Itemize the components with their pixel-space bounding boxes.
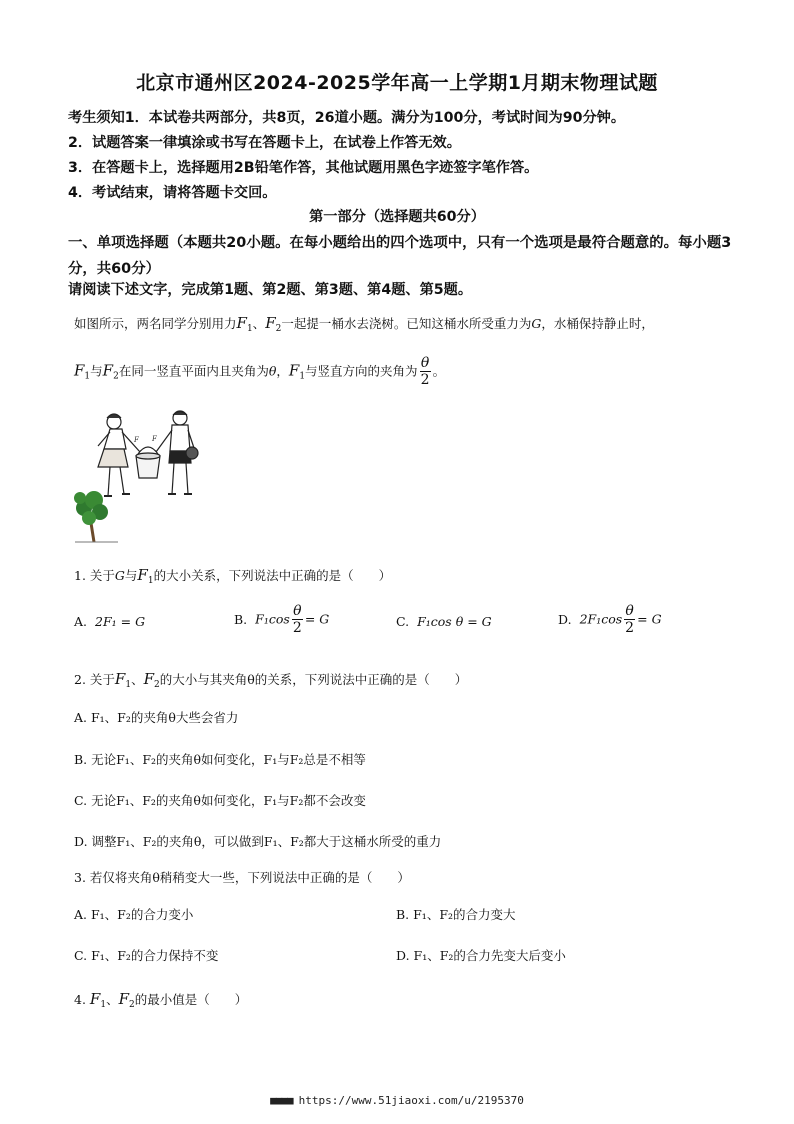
question-3-option-a[interactable]: A. F₁、F₂的合力变小 xyxy=(74,907,194,922)
question-1-option-a[interactable]: A. 2F₁ = G xyxy=(74,614,146,629)
question-2-option-b[interactable]: B. 无论F₁、F₂的夹角θ如何变化，F₁与F₂总是不相等 xyxy=(74,752,366,767)
svg-text:F: F xyxy=(134,436,139,444)
question-3-option-d[interactable]: D. F₁、F₂的合力先变大后变小 xyxy=(396,948,566,963)
reading-instruction: 请阅读下述文字，完成第1题、第2题、第3题、第4题、第5题。 xyxy=(68,282,473,298)
notice-line-2: 2．试题答案一律填涂或书写在答题卡上，在试卷上作答无效。 xyxy=(68,135,461,151)
question-2-option-a[interactable]: A. F₁、F₂的夹角θ大些会省力 xyxy=(74,710,239,725)
notice-line-4: 4．考试结束，请将答题卡交回。 xyxy=(68,185,277,201)
bucket-icon xyxy=(136,447,160,478)
section-heading: 一、单项选择题（本题共20小题。在每小题给出的四个选项中，只有一个选项是最符合题意的。每小题3分，共60分） xyxy=(68,235,732,277)
girl-figure-icon xyxy=(98,414,140,496)
question-3-option-c[interactable]: C. F₁、F₂的合力保持不变 xyxy=(74,948,219,963)
question-1-option-d[interactable]: D. 2F₁cos $\frac{\theta}{2}$ = G xyxy=(558,603,662,636)
tree-icon xyxy=(74,491,118,542)
svg-text:F: F xyxy=(152,435,157,443)
students-carrying-bucket-illustration xyxy=(70,408,200,546)
question-1-option-c[interactable]: C. F₁cos θ = G xyxy=(396,614,492,629)
notice-line-3: 3．在答题卡上，选择题用2B铅笔作答，其他试题用黑色字迹签字笔作答。 xyxy=(68,160,539,176)
boy-figure-icon xyxy=(156,411,198,494)
question-1-stem: 1. 关于G与$F_1$的大小关系，下列说法中正确的是（ ） xyxy=(74,566,392,586)
question-2-option-d[interactable]: D. 调整F₁、F₂的夹角θ，可以做到F₁、F₂都大于这桶水所受的重力 xyxy=(74,834,442,849)
page-title: 北京市通州区2024-2025学年高一上学期1月期末物理试题 xyxy=(136,72,658,94)
question-2-option-c[interactable]: C. 无论F₁、F₂的夹角θ如何变化，F₁与F₂都不会改变 xyxy=(74,793,366,808)
notice-line-1: 考生须知1．本试卷共两部分，共8页，26道小题。满分为100分，考试时间为90分钟。 xyxy=(68,110,626,126)
part-one-title: 第一部分（选择题共60分） xyxy=(309,209,485,225)
question-1-option-b[interactable]: B. F₁cos $\frac{\theta}{2}$ = G xyxy=(234,603,330,636)
theta-over-two: $\frac{\theta}{2}$ xyxy=(420,355,430,388)
question-3-stem: 3. 若仅将夹角θ稍稍变大一些，下列说法中正确的是（ ） xyxy=(74,870,410,885)
page-footer: ■■■■ https://www.51jiaoxi.com/u/2195370 xyxy=(270,1094,524,1107)
question-2-stem: 2. 关于$F_1$、$F_2$的大小与其夹角θ的关系，下列说法中正确的是（ ） xyxy=(74,670,468,690)
passage-line-2: $F_1$与$F_2$在同一竖直平面内且夹角为θ，$F_1$与竖直方向的夹角为 $\frac{\theta}{2}$ 。 xyxy=(74,355,446,388)
question-3-option-b[interactable]: B. F₁、F₂的合力变大 xyxy=(396,907,516,922)
source-link[interactable]: https://www.51jiaoxi.com/u/2195370 xyxy=(298,1094,524,1107)
passage-line-1: 如图所示，两名同学分别用力$F_1$、$F_2$一起提一桶水去浇树。已知这桶水所受重力为G，水桶保持静止时， xyxy=(74,314,654,334)
question-4-stem: 4. $F_1$、$F_2$的最小值是（ ） xyxy=(74,990,248,1010)
